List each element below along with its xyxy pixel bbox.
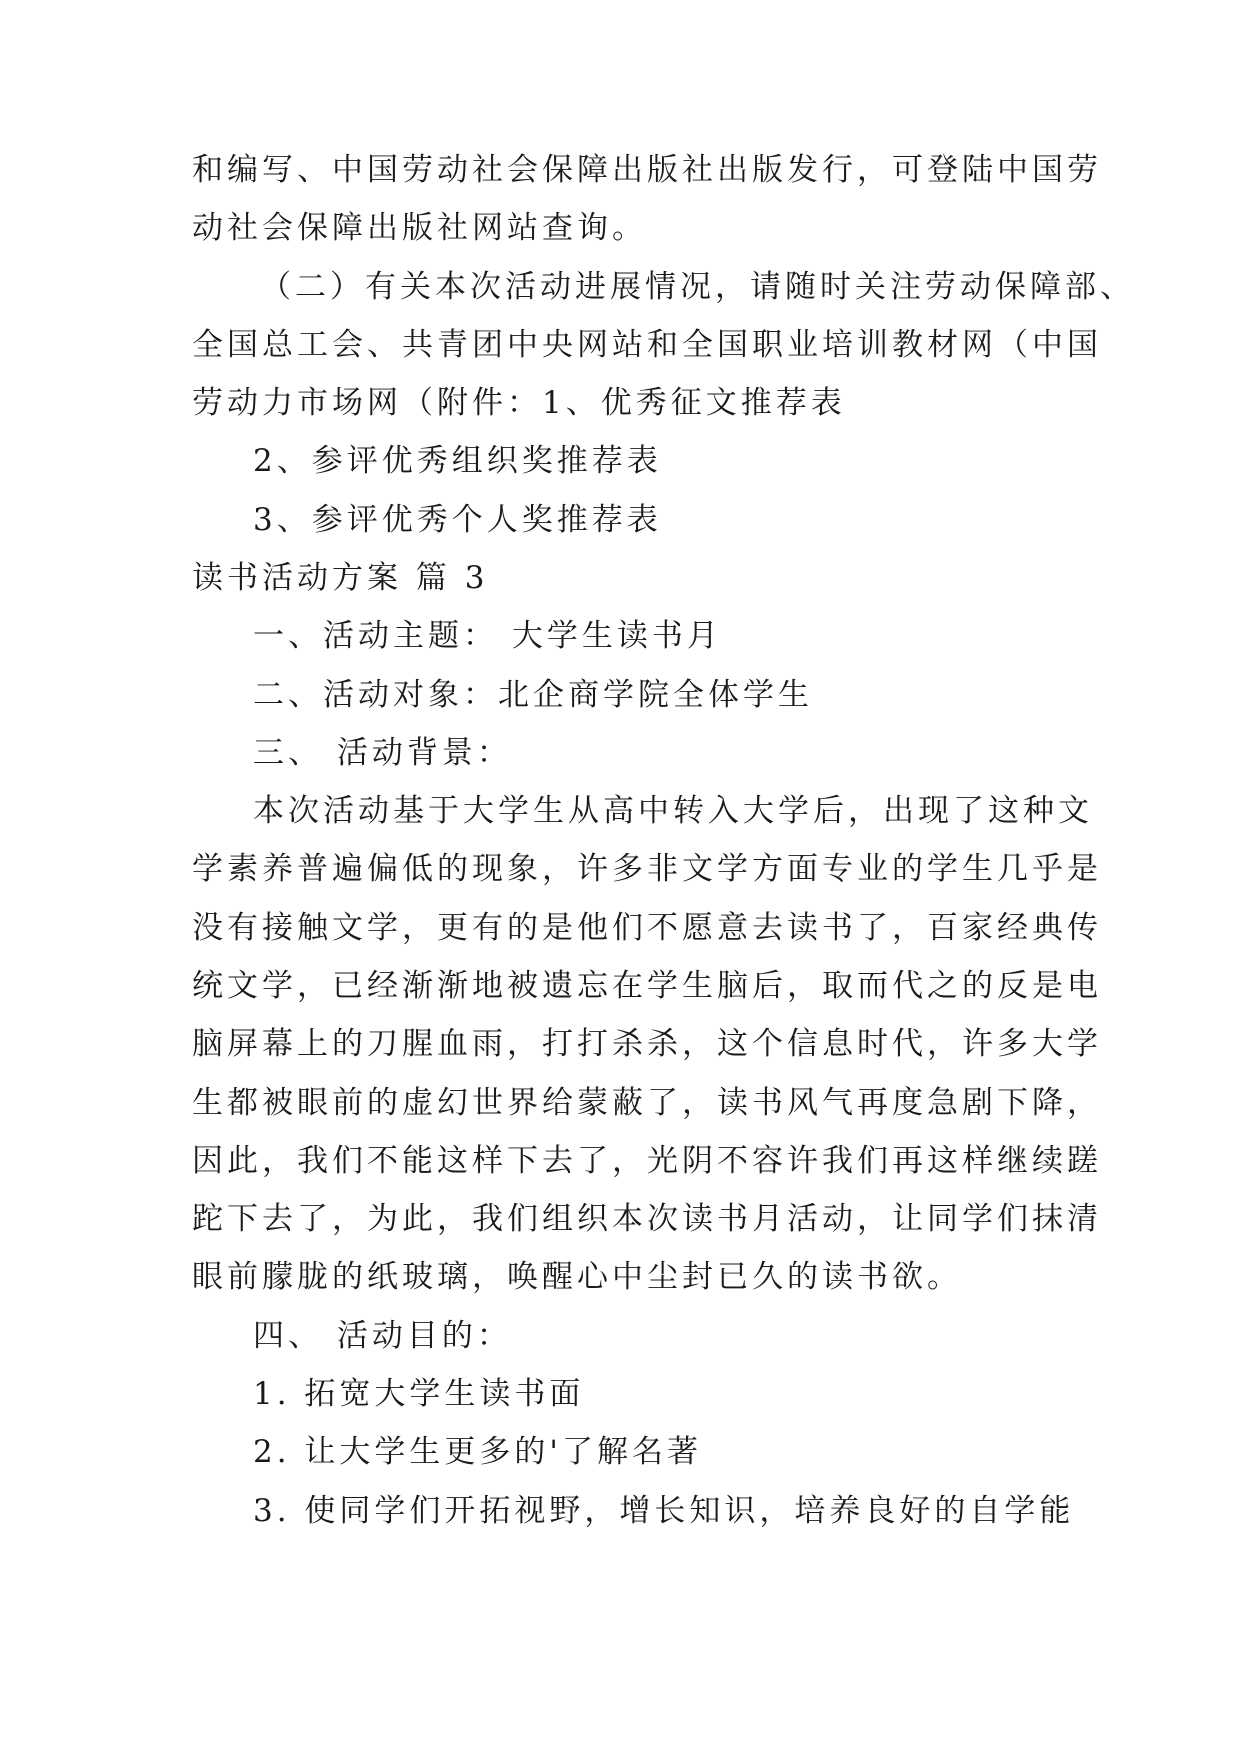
section-heading: 读书活动方案 篇 3 [192, 560, 489, 596]
body-text-line: （二）有关本次活动进展情况，请随时关注劳动保障部、 [260, 269, 1135, 305]
attachment-item: 3、参评优秀个人奖推荐表 [253, 502, 662, 538]
body-text-line: 动社会保障出版社网站查询。 [192, 210, 647, 246]
list-item: 3. 使同学们开拓视野，增长知识，培养良好的自学能 [253, 1493, 1075, 1529]
body-text-line: 二、活动对象：北企商学院全体学生 [253, 677, 813, 713]
body-text-line: 全国总工会、共青团中央网站和全国职业培训教材网（中国 [192, 327, 1102, 363]
body-text-line: 三、 活动背景： [253, 735, 512, 771]
body-text-line: 本次活动基于大学生从高中转入大学后，出现了这种文 [253, 793, 1093, 829]
body-text-line: 脑屏幕上的刀腥血雨，打打杀杀，这个信息时代，许多大学 [192, 1026, 1102, 1062]
body-text-line: 生都被眼前的虚幻世界给蒙蔽了，读书风气再度急剧下降， [192, 1085, 1102, 1121]
body-text-line: 没有接触文学，更有的是他们不愿意去读书了，百家经典传 [192, 910, 1102, 946]
body-text-line: 统文学，已经渐渐地被遗忘在学生脑后，取而代之的反是电 [192, 968, 1102, 1004]
attachment-item: 2、参评优秀组织奖推荐表 [253, 443, 662, 479]
body-text-line: 四、 活动目的： [253, 1318, 512, 1354]
body-text-line: 学素养普遍偏低的现象，许多非文学方面专业的学生几乎是 [192, 851, 1102, 887]
body-text-line: 跎下去了，为此，我们组织本次读书月活动，让同学们抹清 [192, 1201, 1102, 1237]
list-item: 2. 让大学生更多的'了解名著 [253, 1434, 702, 1470]
body-text-line: 和编写、中国劳动社会保障出版社出版发行，可登陆中国劳 [192, 152, 1102, 188]
body-text-line: 劳动力市场网（附件：1、优秀征文推荐表 [192, 385, 846, 421]
body-text-line: 眼前朦胧的纸玻璃，唤醒心中尘封已久的读书欲。 [192, 1259, 962, 1295]
list-item: 1. 拓宽大学生读书面 [253, 1376, 585, 1412]
body-text-line: 一、活动主题： 大学生读书月 [253, 618, 722, 654]
body-text-line: 因此，我们不能这样下去了，光阴不容许我们再这样继续蹉 [192, 1143, 1102, 1179]
